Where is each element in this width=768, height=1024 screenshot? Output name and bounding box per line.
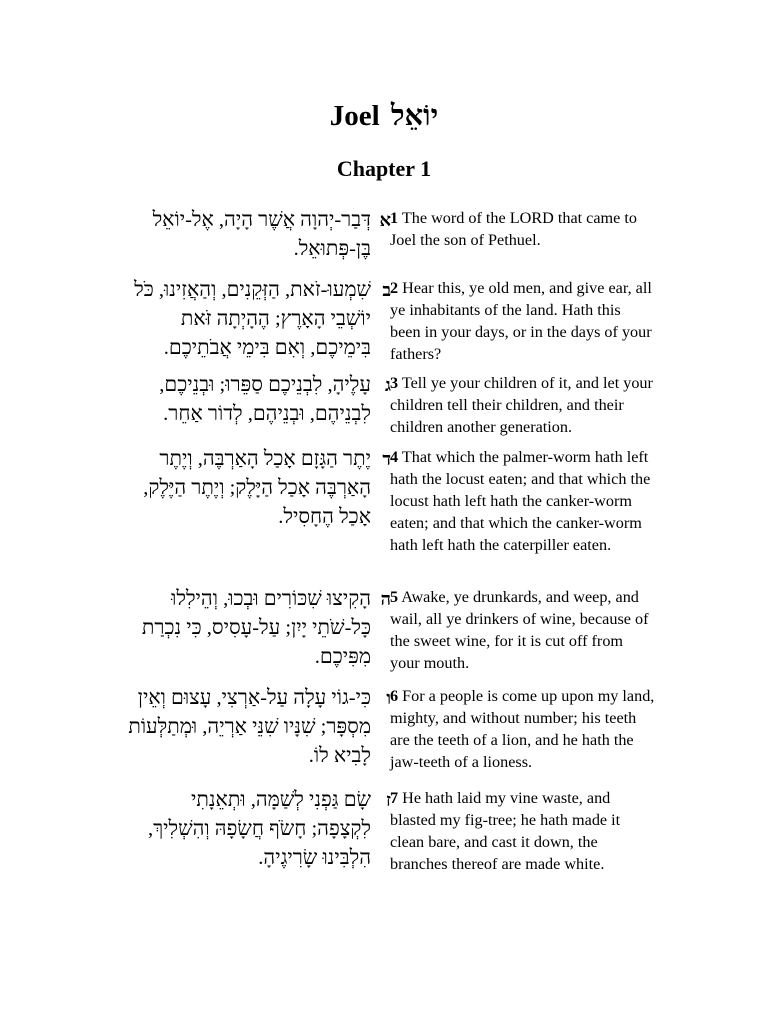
hebrew-verse-text: יֶתֶר הַגָּזָם אָכַל הָאַרְבֶּה, וְיֶתֶר הָאַרְבֶּה אָכַל הַיָּלֶק; וְיֶתֶר הַיֶּלֶק, אָכַל הֶחָסִיל. (143, 448, 371, 528)
verse-row (0, 371, 768, 445)
verse-number: 6 (390, 687, 399, 705)
hebrew-verse-text: עָלֶיהָ, לִבְנֵיכֶם סַפֵּרוּ; וּבְנֵיכֶם, לִבְנֵיהֶם, וּבְנֵיהֶם, לְדוֹר אַחֵר. (159, 374, 371, 425)
verse-number: 5 (390, 588, 399, 606)
hebrew-verse (128, 276, 391, 371)
hebrew-verse-letter: ו (386, 688, 391, 708)
english-verse (390, 445, 655, 585)
hebrew-verse-text: שָׂם גַּפְנִי לְשַׁמָּה, וּתְאֵנָתִי לִקְצָפָה; חָשֹׂף חֲשָׂפָהּ וְהִשְׁלִיךְ, הִלְבִּינוּ שָׂרִיגֶיהָ. (147, 789, 371, 869)
hebrew-verse-text: הָקִיצוּ שִׁכּוֹרִים וּבְכוּ, וְהֵילִלוּ כָּל-שֹׁתֵי יָיִן; עַל-עָסִיס, כִּי נִכְרַת מִפִּיכֶם. (141, 588, 371, 668)
verse-number: 1 (390, 209, 399, 227)
english-verse-text: Tell ye your children of it, and let your children tell their children, and their children another generation. (390, 374, 653, 436)
book-title-english: Joel (329, 100, 380, 132)
hebrew-verse (128, 445, 391, 585)
chapter-heading: Chapter 1 (336, 156, 432, 181)
verse-row (0, 585, 768, 684)
english-verse (390, 585, 655, 684)
english-verse (390, 206, 655, 276)
english-verse (390, 276, 655, 371)
hebrew-verse-letter: א (379, 210, 391, 230)
hebrew-verse (128, 684, 391, 786)
verse-number: 3 (390, 374, 399, 392)
hebrew-verse (128, 371, 391, 445)
verse-row (0, 276, 768, 371)
hebrew-verse-text: שִׁמְעוּ-זֹאת, הַזְּקֵנִים, וְהַאֲזִינוּ, כֹּל יוֹשְׁבֵי הָאָרֶץ; הֶהָיְתָה זֹּאת בִּימֵיכֶם, וְאִם בִּימֵי אֲבֹתֵיכֶם. (134, 279, 371, 359)
verse-list (0, 206, 768, 886)
verse-row (0, 786, 768, 886)
english-verse-text: That which the palmer-worm hath left hath the locust eaten; and that which the locust hath left hath the canker-worm eaten; and that which the canker-worm hath left hath the caterpiller eaten. (390, 448, 651, 554)
verse-number: 4 (390, 448, 399, 466)
hebrew-verse-letter: ז (385, 790, 391, 810)
english-verse-text: The word of the LORD that came to Joel the son of Pethuel. (390, 209, 637, 249)
english-verse (390, 371, 655, 445)
hebrew-verse-letter: ג (385, 375, 391, 395)
hebrew-verse-letter: ה (380, 589, 391, 609)
hebrew-verse (128, 585, 391, 684)
verse-number: 2 (390, 279, 399, 297)
book-title-hebrew: יוֹאֵל (390, 100, 439, 132)
english-verse-text: Awake, ye drunkards, and weep, and wail, all ye drinkers of wine, because of the sweet wine, for it is cut off from your mouth. (390, 588, 649, 672)
english-verse-text: Hear this, ye old men, and give ear, all ye inhabitants of the land. Hath this been in your days, or in the days of your fathers? (390, 279, 652, 363)
verse-row (0, 684, 768, 786)
verse-number: 7 (390, 789, 399, 807)
hebrew-verse-text: דְּבַר-יְהוָה אֲשֶׁר הָיָה, אֶל-יוֹאֵל בֶּן-פְּתוּאֵל. (152, 209, 371, 260)
english-verse (390, 786, 655, 886)
verse-row (0, 445, 768, 585)
hebrew-verse (128, 786, 391, 886)
page-title (0, 96, 768, 136)
english-verse (390, 684, 655, 786)
verse-row (0, 206, 768, 276)
english-verse-text: He hath laid my vine waste, and blasted my fig-tree; he hath made it clean bare, and cast it down, the branches thereof are made white. (390, 789, 621, 873)
hebrew-verse-letter: ב (382, 280, 391, 300)
hebrew-verse-text: כִּי-גוֹי עָלָה עַל-אַרְצִי, עָצוּם וְאֵין מִסְפָּר; שִׁנָּיו שִׁנֵּי אַרְיֵה, וּמְתַלְּעוֹת לָבִיא לוֹ. (128, 687, 371, 767)
hebrew-verse (128, 206, 391, 276)
english-verse-text: For a people is come up upon my land, mighty, and without number; his teeth are the teeth of a lion, and he hath the jaw-teeth of a lioness. (390, 687, 655, 771)
hebrew-verse-letter: ד (382, 449, 391, 469)
